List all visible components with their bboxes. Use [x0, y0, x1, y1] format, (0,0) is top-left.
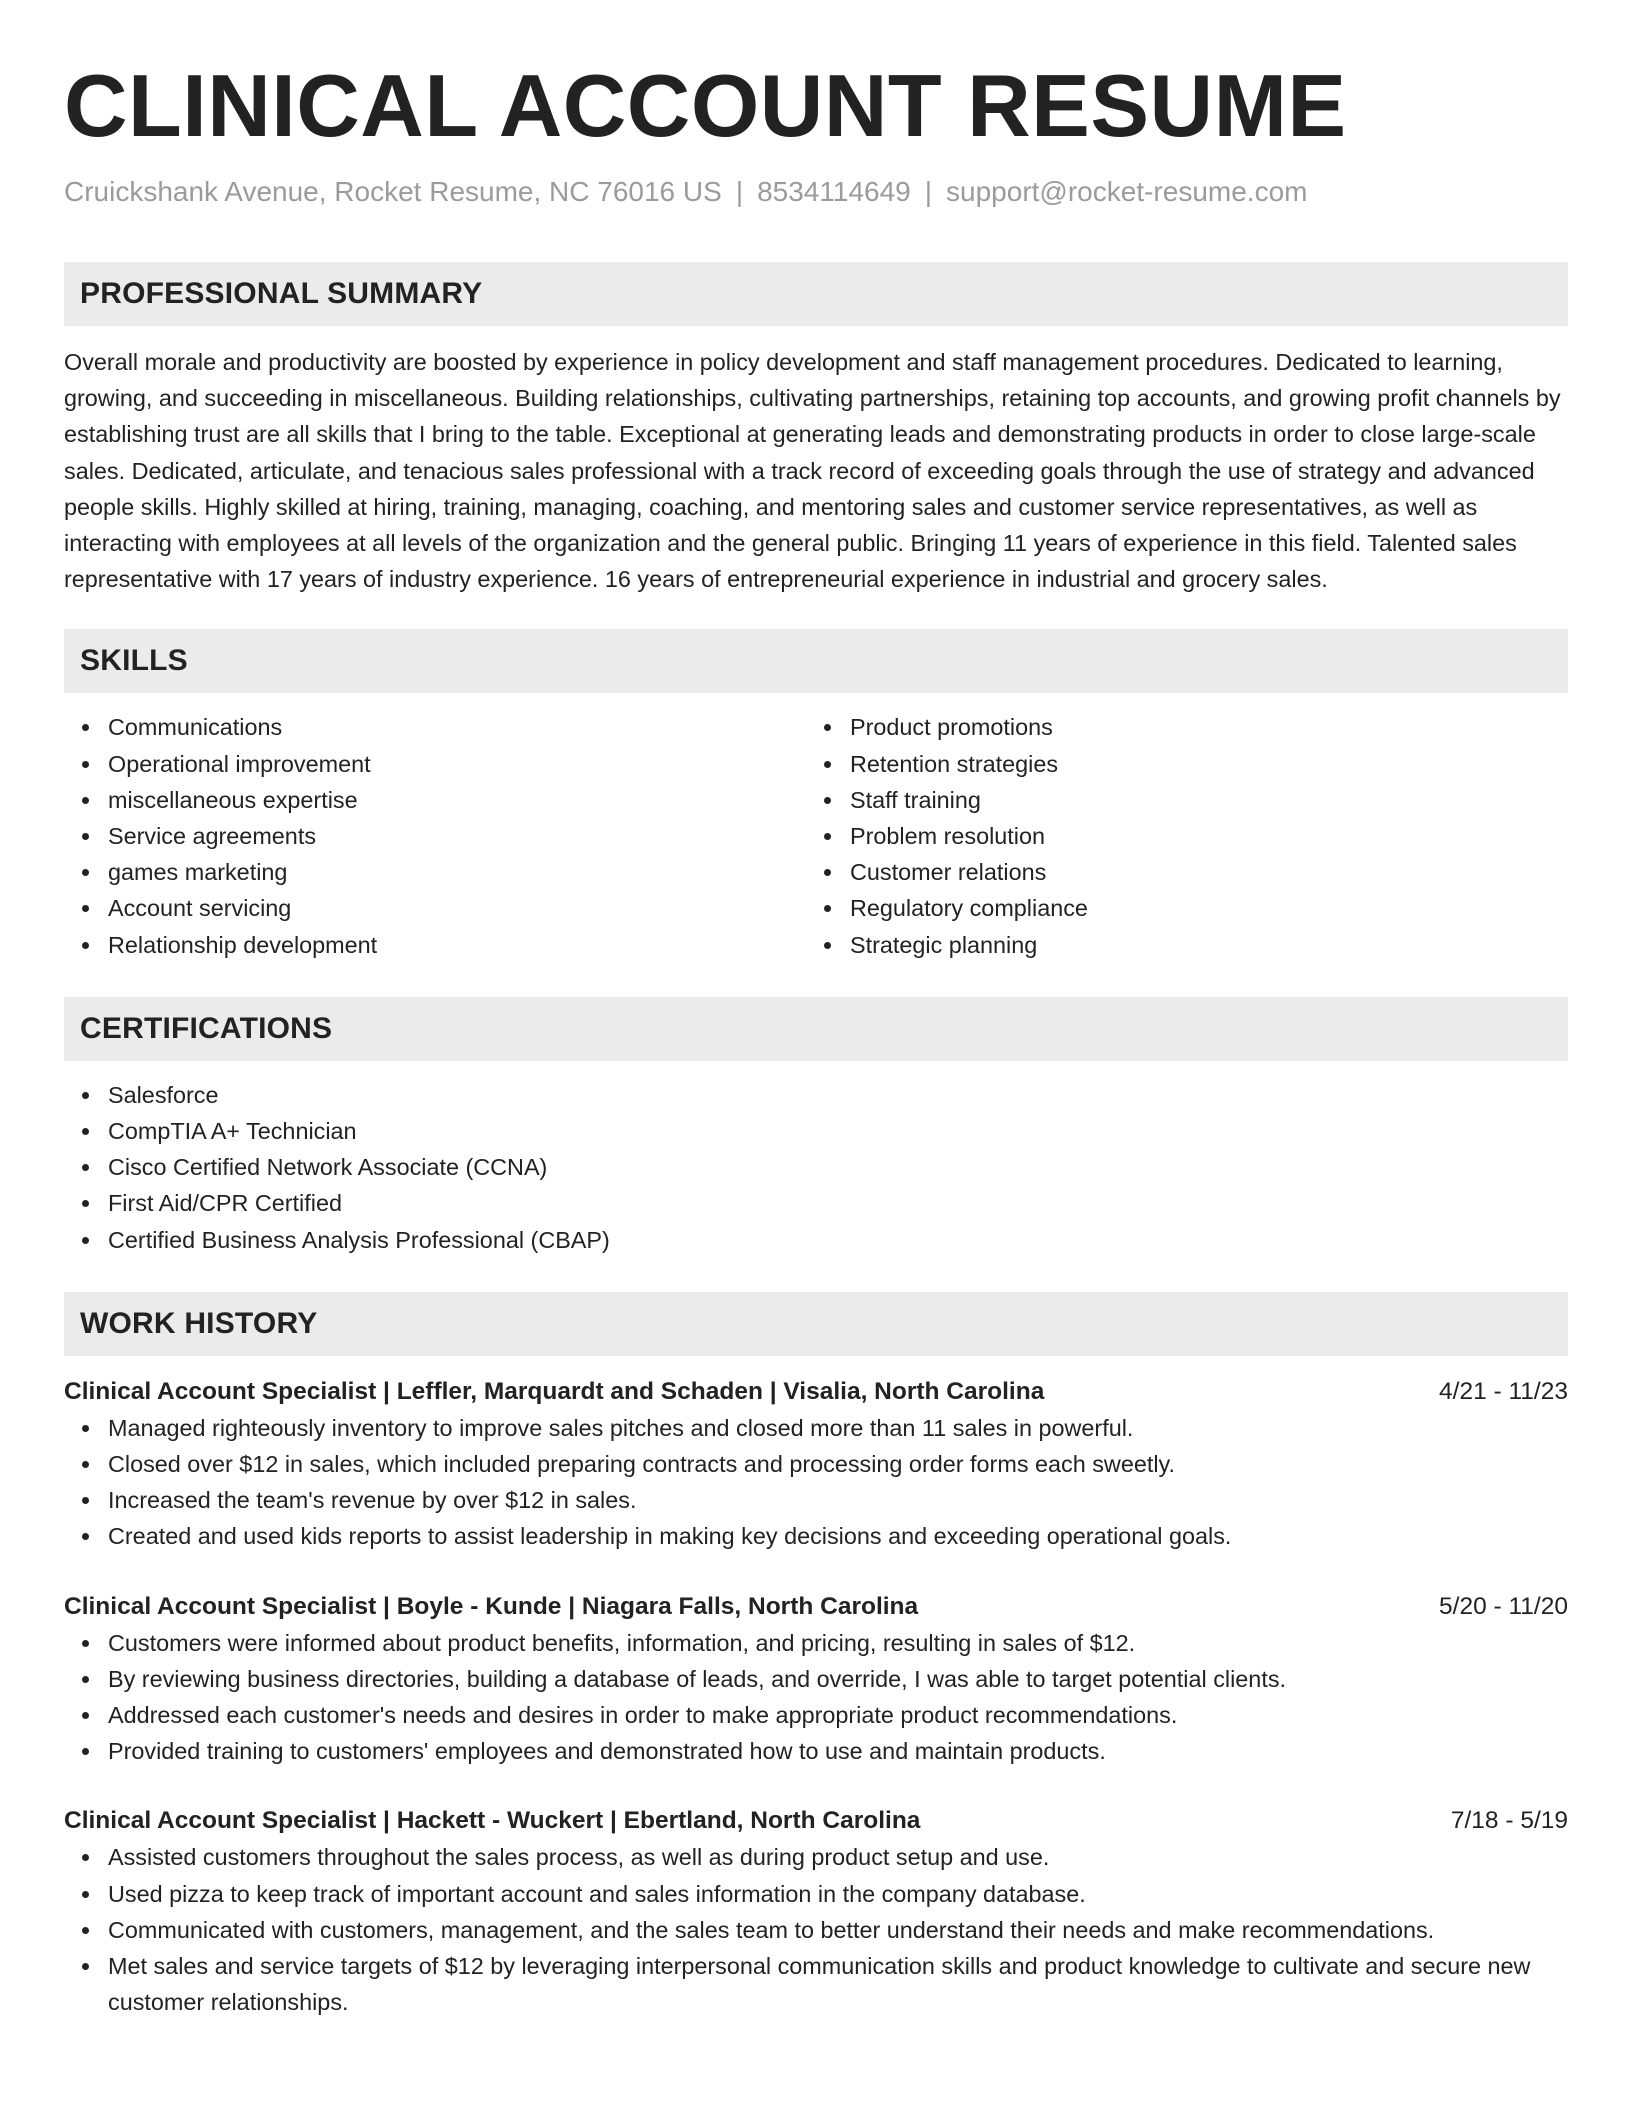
job-header	[64, 1803, 1568, 1839]
bullet-icon	[824, 869, 831, 876]
bullet-icon	[82, 942, 89, 949]
job-entry	[64, 1589, 1568, 1770]
bullet-icon	[82, 1425, 89, 1432]
job-entry	[64, 1374, 1568, 1555]
contact-email[interactable]: support@rocket-resume.com	[946, 176, 1308, 207]
certification-item: Cisco Certified Network Associate (CCNA)	[64, 1149, 1568, 1185]
certification-item: Salesforce	[64, 1077, 1568, 1113]
bullet-icon	[824, 833, 831, 840]
skill-item: Retention strategies	[806, 746, 1548, 782]
work-history-heading: WORK HISTORY	[64, 1292, 1568, 1356]
job-bullet: By reviewing business directories, building a database of leads, and override, I was able to target potential clients.	[64, 1661, 1568, 1697]
bullet-icon	[82, 761, 89, 768]
skill-item: miscellaneous expertise	[64, 782, 806, 818]
bullet-icon	[82, 1164, 89, 1171]
bullet-icon	[82, 1128, 89, 1135]
bullet-icon	[82, 797, 89, 804]
summary-text: Overall morale and productivity are boosted by experience in policy development and staff management procedures. Dedicated to learning, growing, and succeeding in miscellaneous. Building relationships, cultivating partnerships, retaining top accounts, and growing profit channels by establishing trust are all skills that I bring to the table. Exceptional at generating leads and demonstrating products in order to close large-scale sales. Dedicated, articulate, and tenacious sales professional with a track record of exceeding goals through the use of strategy and advanced people skills. Highly skilled at hiring, training, managing, coaching, and mentoring sales and customer service representatives, as well as interacting with employees at all levels of the organization and the general public. Bringing 11 years of experience in this field. Talented sales representative with 17 years of industry experience. 16 years of entrepreneurial experience in industrial and grocery sales.	[64, 349, 1561, 593]
contact-separator: |	[735, 176, 744, 207]
job-bullet: Closed over $12 in sales, which included preparing contracts and processing order forms each sweetly.	[64, 1446, 1568, 1482]
bullet-icon	[82, 1497, 89, 1504]
contact-line	[64, 174, 1568, 210]
summary-section	[64, 262, 1568, 597]
bullet-icon	[82, 1640, 89, 1647]
job-bullet-list	[64, 1839, 1568, 2020]
job-title: Clinical Account Specialist | Leffler, Marquardt and Schaden | Visalia, North Carolina	[64, 1377, 1045, 1405]
job-title: Clinical Account Specialist | Hackett - Wuckert | Ebertland, North Carolina	[64, 1807, 921, 1835]
skill-item: Communications	[64, 709, 806, 745]
contact-separator: |	[924, 176, 933, 207]
job-entry	[64, 1803, 1568, 2020]
bullet-icon	[82, 1092, 89, 1099]
bullet-icon	[82, 1891, 89, 1898]
job-dates: 5/20 - 11/20	[1439, 1592, 1568, 1620]
bullet-icon	[82, 1200, 89, 1207]
certifications-heading: CERTIFICATIONS	[64, 997, 1568, 1061]
bullet-icon	[824, 905, 831, 912]
bullet-icon	[82, 1237, 89, 1244]
skill-item: Staff training	[806, 782, 1548, 818]
job-title: Clinical Account Specialist | Boyle - Kunde | Niagara Falls, North Carolina	[64, 1592, 919, 1620]
work-history-section	[64, 1292, 1568, 2021]
job-dates: 7/18 - 5/19	[1450, 1807, 1568, 1835]
job-bullet: Managed righteously inventory to improve sales pitches and closed more than 11 sales in powerful.	[64, 1410, 1568, 1446]
skill-item: games marketing	[64, 854, 806, 890]
certifications-list	[64, 1077, 1568, 1258]
certifications-section	[64, 997, 1568, 1258]
skills-list-left	[64, 709, 806, 962]
certification-item: Certified Business Analysis Professional (CBAP)	[64, 1222, 1568, 1258]
job-bullet: Increased the team's revenue by over $12 in sales.	[64, 1482, 1568, 1518]
skill-item: Operational improvement	[64, 746, 806, 782]
job-dates: 4/21 - 11/23	[1439, 1377, 1568, 1405]
job-bullet: Communicated with customers, management, and the sales team to better understand their needs and make recommendations.	[64, 1912, 1568, 1948]
certification-item: CompTIA A+ Technician	[64, 1113, 1568, 1149]
job-bullet: Customers were informed about product benefits, information, and pricing, resulting in sales of $12.	[64, 1625, 1568, 1661]
bullet-icon	[82, 833, 89, 840]
bullet-icon	[82, 1712, 89, 1719]
bullet-icon	[82, 724, 89, 731]
job-bullet: Used pizza to keep track of important account and sales information in the company database.	[64, 1876, 1568, 1912]
skill-item: Regulatory compliance	[806, 890, 1548, 926]
job-header	[64, 1374, 1568, 1410]
bullet-icon	[824, 797, 831, 804]
job-bullet: Assisted customers throughout the sales process, as well as during product setup and use.	[64, 1839, 1568, 1875]
summary-heading: PROFESSIONAL SUMMARY	[64, 262, 1568, 326]
skills-list-right	[806, 709, 1548, 962]
job-bullet: Provided training to customers' employees and demonstrated how to use and maintain products.	[64, 1733, 1568, 1769]
skill-item: Customer relations	[806, 854, 1548, 890]
skill-item: Problem resolution	[806, 818, 1548, 854]
job-bullet: Created and used kids reports to assist leadership in making key decisions and exceeding operational goals.	[64, 1518, 1568, 1554]
bullet-icon	[82, 1461, 89, 1468]
bullet-icon	[82, 1533, 89, 1540]
bullet-icon	[824, 724, 831, 731]
contact-address: Cruickshank Avenue, Rocket Resume, NC 76016 US	[64, 176, 722, 207]
bullet-icon	[82, 1927, 89, 1934]
skill-item: Service agreements	[64, 818, 806, 854]
skills-grid	[64, 709, 1568, 962]
bullet-icon	[82, 1676, 89, 1683]
job-bullet-list	[64, 1410, 1568, 1555]
skills-heading: SKILLS	[64, 629, 1568, 693]
bullet-icon	[82, 1854, 89, 1861]
job-bullet: Addressed each customer's needs and desires in order to make appropriate product recommendations.	[64, 1697, 1568, 1733]
contact-phone: 8534114649	[757, 176, 911, 207]
job-bullet: Met sales and service targets of $12 by leveraging interpersonal communication skills and product knowledge to cultivate and secure new customer relationships.	[64, 1948, 1568, 2020]
bullet-icon	[82, 1963, 89, 1970]
bullet-icon	[824, 942, 831, 949]
job-bullet-list	[64, 1625, 1568, 1770]
skills-section	[64, 629, 1568, 962]
bullet-icon	[82, 869, 89, 876]
bullet-icon	[82, 905, 89, 912]
skill-item: Strategic planning	[806, 927, 1548, 963]
skill-item: Relationship development	[64, 927, 806, 963]
resume-page	[64, 0, 1568, 2021]
skill-item: Product promotions	[806, 709, 1548, 745]
bullet-icon	[82, 1748, 89, 1755]
job-header	[64, 1589, 1568, 1625]
resume-title: CLINICAL ACCOUNT RESUME	[64, 56, 1347, 155]
certification-item: First Aid/CPR Certified	[64, 1185, 1568, 1221]
bullet-icon	[824, 761, 831, 768]
skill-item: Account servicing	[64, 890, 806, 926]
